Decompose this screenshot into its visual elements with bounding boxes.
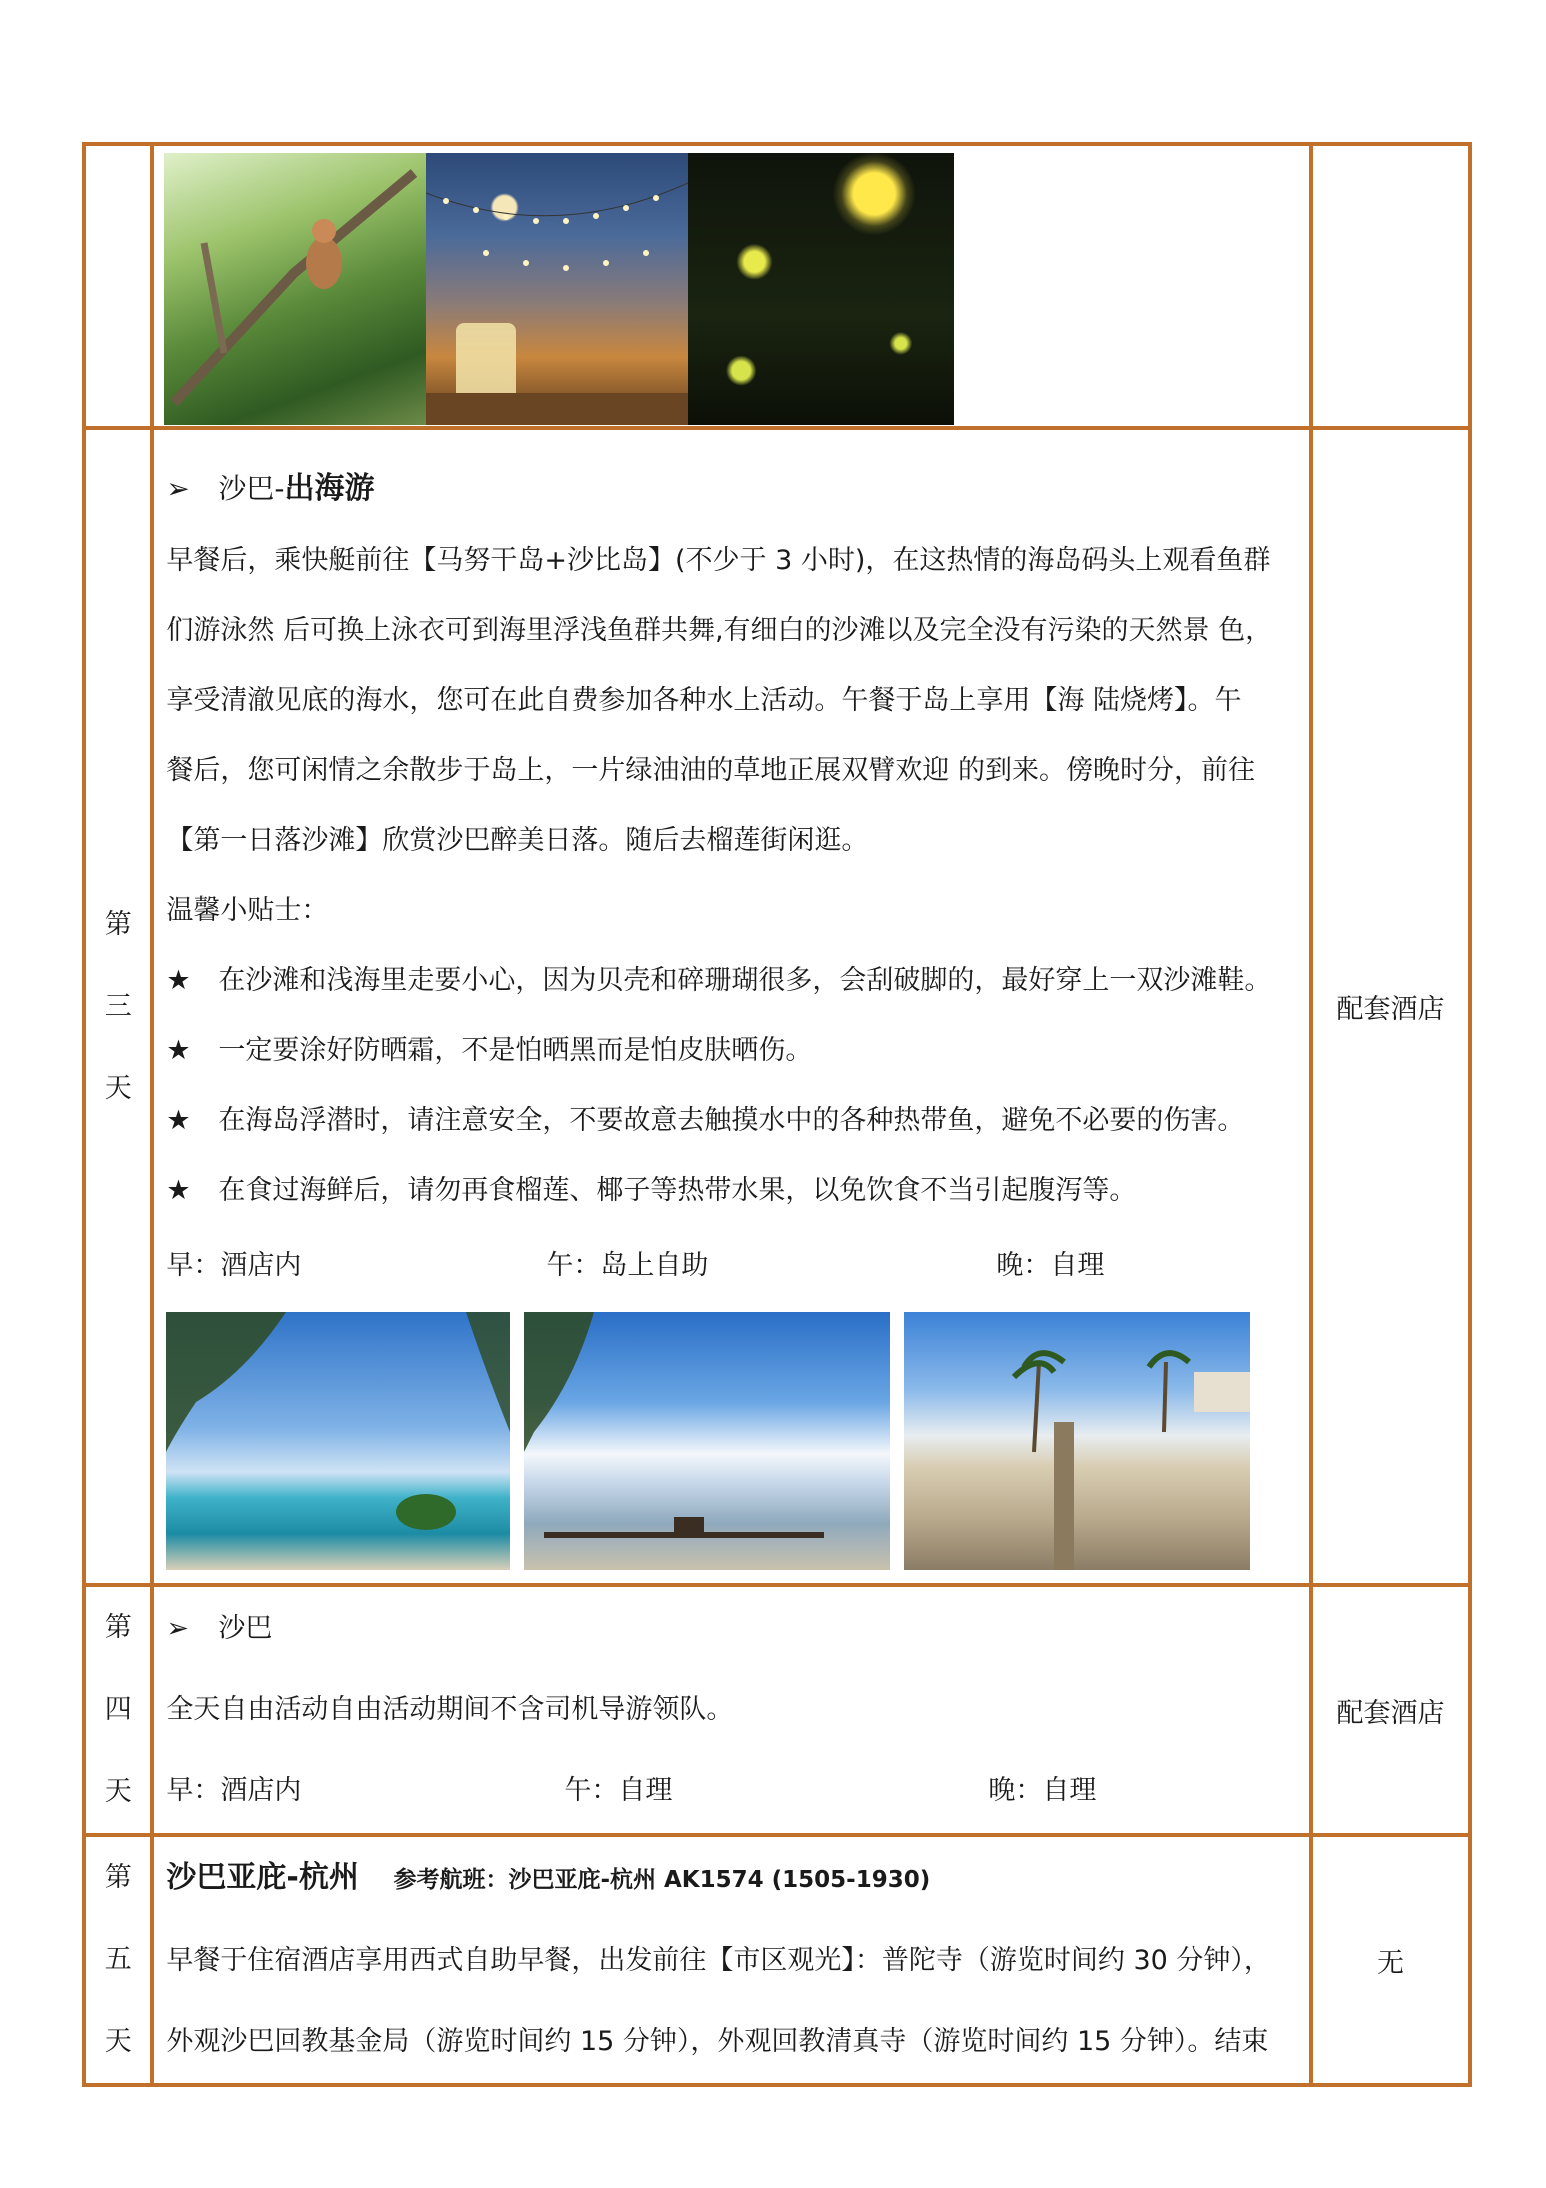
arrow-icon: ➢ (166, 471, 190, 505)
star-icon: ★ (166, 1034, 191, 1066)
photo-row (84, 144, 1470, 428)
day5-content (152, 1835, 1311, 2085)
day5-heading (166, 1838, 1309, 1920)
pier-photo (524, 1312, 890, 1570)
day3-paragraph-line: 餐后，您可闲情之余散步于岛上，一片绿油油的草地正展双臂欢迎 的到来。傍晚时分，前往 (166, 754, 1255, 786)
day4-hotel: 配套酒店 (1311, 1585, 1470, 1835)
tip-item: ★ 一定要涂好防晒霜，不是怕晒黑而是怕皮肤晒伤。 (166, 1016, 1309, 1086)
dinner-label: 晚：自理 (988, 1775, 1097, 1806)
day5-label: 第 五 天 (84, 1835, 152, 2085)
monkey-illustration (164, 153, 426, 425)
day5-hotel: 无 (1311, 1835, 1470, 2085)
resort-illustration (904, 1312, 1250, 1570)
day5-line: 外观沙巴回教基金局（游览时间约 15 分钟），外观回教清真寺（游览时间约 15 分钟）。结束 (166, 2026, 1269, 2057)
day3-hotel: 配套酒店 (1311, 428, 1470, 1585)
fireflies-photo (688, 153, 954, 425)
flight-info: 参考航班：沙巴亚庇-杭州 AK1574 (1505-1930) (393, 1867, 931, 1893)
string-lights (426, 153, 688, 425)
arrow-icon: ➢ (166, 1613, 190, 1644)
tip-item: ★ 在海岛浮潜时，请注意安全，不要故意去触摸水中的各种热带鱼，避免不必要的伤害。 (166, 1086, 1309, 1156)
beach-dinner-photo (426, 153, 688, 425)
day3-paragraph-line: 【第一日落沙滩】欣赏沙巴醉美日落。随后去榴莲街闲逛。 (166, 824, 869, 856)
day4-meals (166, 1751, 1309, 1831)
monkey-photo (164, 153, 426, 425)
day4-text: 全天自由活动自由活动期间不含司机导游领队。 (166, 1694, 734, 1725)
itinerary-table (82, 142, 1472, 2087)
day3-paragraph-line: 早餐后，乘快艇前往【马努干岛+沙比岛】(不少于 3 小时)，在这热情的海岛码头上观看鱼群 (166, 544, 1271, 576)
day5-row (84, 1835, 1470, 2085)
day5-title: 沙巴亚庇-杭州 (166, 1860, 359, 1895)
palm-silhouette (166, 1312, 510, 1570)
day4-heading: ➢ 沙巴 (166, 1589, 1309, 1669)
day3-paragraph-line: 们游泳然 后可换上泳衣可到海里浮浅鱼群共舞,有细白的沙滩以及完全没有污染的天然景 色， (166, 614, 1273, 646)
breakfast-label: 早：酒店内 (166, 1775, 302, 1806)
day3-row (84, 428, 1470, 1585)
day3-content (152, 428, 1311, 1585)
star-icon: ★ (166, 964, 191, 996)
day4-content (152, 1585, 1311, 1835)
day4-row (84, 1585, 1470, 1835)
star-icon: ★ (166, 1104, 191, 1136)
day3-photos (166, 1312, 1309, 1570)
lunch-label: 午：岛上自助 (546, 1249, 709, 1281)
day3-label: 第 三 天 (84, 428, 152, 1585)
dinner-label: 晚：自理 (996, 1249, 1105, 1281)
day3-paragraph-line: 享受清澈见底的海水，您可在此自费参加各种水上活动。午餐于岛上享用【海 陆烧烤】。午 (166, 684, 1242, 716)
tips-title: 温馨小贴士： (166, 894, 329, 926)
day5-line: 早餐于住宿酒店享用西式自助早餐，出发前往【市区观光】：普陀寺（游览时间约 30 分钟）， (166, 1945, 1271, 1976)
photo-cell (152, 144, 1311, 428)
day3-meals (166, 1246, 1309, 1286)
tip-item: ★ 在沙滩和浅海里走要小心，因为贝壳和碎珊瑚很多，会刮破脚的，最好穿上一双沙滩鞋。 (166, 946, 1309, 1016)
day-cell-empty (84, 144, 152, 428)
hotel-cell-empty (1311, 144, 1470, 428)
island-beach-photo (166, 1312, 510, 1570)
beach-resort-photo (904, 1312, 1250, 1570)
star-icon: ★ (166, 1174, 191, 1206)
day3-heading: ➢ 沙巴-出海游 (166, 452, 1309, 526)
lunch-label: 午：自理 (564, 1775, 673, 1806)
breakfast-label: 早：酒店内 (166, 1249, 302, 1281)
tip-item: ★ 在食过海鲜后，请勿再食榴莲、椰子等热带水果，以免饮食不当引起腹泻等。 (166, 1156, 1309, 1226)
day4-label: 第 四 天 (84, 1585, 152, 1835)
pier-illustration (524, 1312, 890, 1570)
